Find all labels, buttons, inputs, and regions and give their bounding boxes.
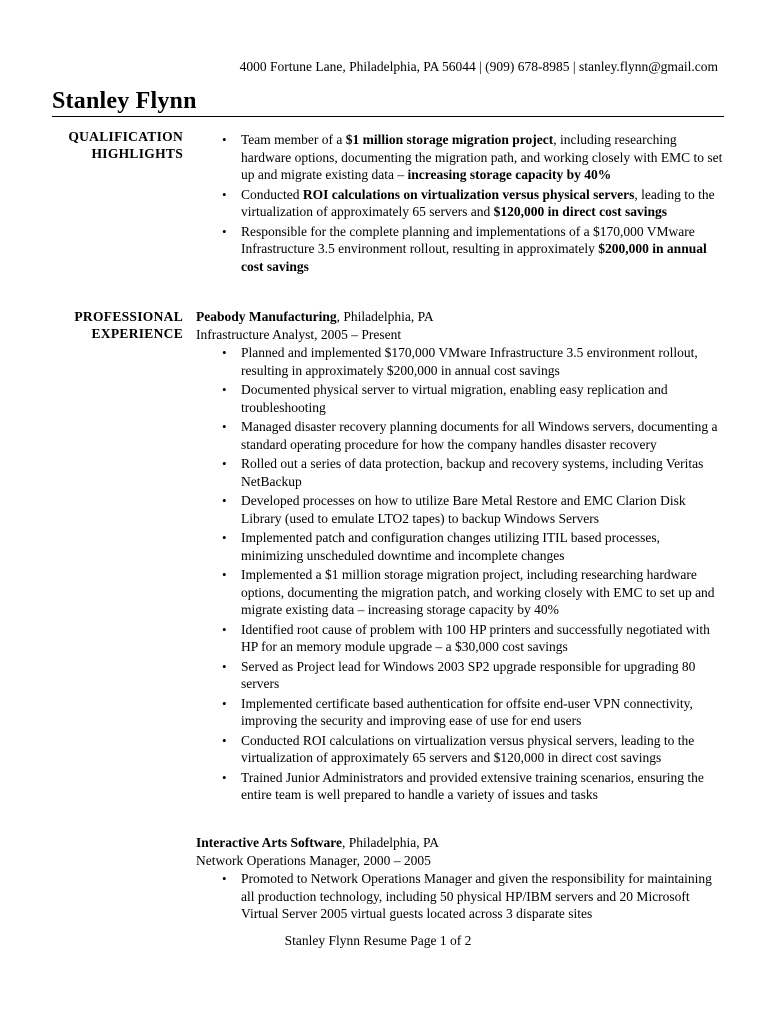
label-line: PROFESSIONAL — [74, 309, 183, 324]
bullet-text: Served as Project lead for Windows 2003 SP2 upgrade responsible for upgrading 80 servers — [241, 658, 696, 691]
bullet-icon: • — [222, 382, 227, 397]
job-bullet-item — [196, 381, 724, 416]
bullet-text: Conducted ROI calculations on virtualization versus physical servers, leading to the virtualization of approximately 65 servers and $120,000 in direct cost savings — [241, 732, 695, 765]
job-bullet-item — [196, 492, 724, 527]
bullet-text: Planned and implemented $170,000 VMware Infrastructure 3.5 environment rollout, resulting in approximately $200,000 in annual cost savings — [241, 345, 698, 378]
highlight-text: ROI calculations on virtualization versus physical servers — [302, 186, 635, 202]
job-bullet-item — [196, 344, 724, 379]
job-bullet-item — [196, 455, 724, 490]
body-text: , including researching hardware options, documenting the migration path, and working closely with EMC to set up and migrate existing data – — [241, 132, 723, 182]
bullet-text: Promoted to Network Operations Manager and given the responsibility for maintaining all production technology, including 50 physical HP/IBM servers and 20 Microsoft Virtual Server 2005 virtual guests located across 3 disparate sites — [241, 871, 712, 921]
company-location: , Philadelphia, PA — [341, 835, 439, 850]
bullet-text: Documented physical server to virtual migration, enabling easy replication and troubleshooting — [241, 382, 668, 415]
job-bullet-item — [196, 732, 724, 767]
page-footer — [0, 932, 768, 950]
bullet-icon: • — [222, 132, 227, 147]
company-location: , Philadelphia, PA — [336, 309, 434, 324]
job-role: Infrastructure Analyst, 2005 – Present — [196, 326, 402, 342]
bullet-icon: • — [222, 621, 227, 637]
qualifications-body — [196, 131, 724, 277]
job-bullet-item — [196, 658, 724, 693]
bullet-icon: • — [222, 567, 227, 582]
bullet-text: Implemented a $1 million storage migration project, including researching hardware options, documenting the migration patch, and working closely with EMC to set up and migrate existing data – increasing storage capacity by 40% — [241, 567, 715, 617]
label-line: HIGHLIGHTS — [91, 146, 183, 161]
section-label-experience — [40, 308, 183, 342]
body-text: Responsible for the complete planning and implementations of a $170,000 VMware Infrastructure 3.5 environment rollout, resulting in approximately — [241, 223, 695, 256]
bullet-icon: • — [222, 695, 227, 711]
employer-line — [196, 834, 724, 852]
qualification-item — [196, 186, 724, 221]
bullet-text: Identified root cause of problem with 100 HP printers and successfully negotiated with HP for an memory module upgrade – a $30,000 cost savings — [241, 621, 710, 654]
job-entry — [196, 834, 724, 923]
bullet-icon: • — [222, 871, 227, 886]
job-bullets — [196, 870, 724, 923]
bullet-text: Managed disaster recovery planning documents for all Windows servers, documenting a standard operating procedure for how the company handles disaster recovery — [241, 419, 718, 452]
job-role: Network Operations Manager, 2000 – 2005 — [196, 852, 431, 868]
qualification-item — [196, 131, 724, 184]
bullet-icon: • — [222, 186, 227, 202]
body-text: , leading to the virtualization of approximately 65 servers and — [241, 186, 715, 219]
company-name: Peabody Manufacturing — [196, 309, 337, 324]
experience-body — [196, 308, 724, 806]
qualification-item — [196, 223, 724, 276]
job-bullet-item — [196, 418, 724, 453]
job-entry — [196, 308, 724, 804]
body-text: Conducted — [241, 186, 303, 202]
job-bullet-item — [196, 566, 724, 619]
candidate-name: Stanley Flynn — [52, 88, 197, 114]
body-text: Team member of a — [241, 132, 346, 147]
bullet-text: Developed processes on how to utilize Bare Metal Restore and EMC Clarion Disk Library (used to emulate LTO2 tapes) to backup Windows Servers — [241, 493, 686, 526]
bullet-text: Implemented patch and configuration changes utilizing ITIL based processes, minimizing unscheduled downtime and incomplete changes — [241, 530, 660, 563]
highlight-text: $200,000 in annual cost savings — [241, 241, 707, 274]
bullet-icon: • — [222, 456, 227, 471]
job-bullet-item — [196, 870, 724, 923]
highlight-text: $120,000 in direct cost savings — [493, 204, 668, 219]
job-bullets — [196, 344, 724, 804]
label-line: QUALIFICATION — [68, 129, 183, 144]
bullet-text: Trained Junior Administrators and provided extensive training scenarios, ensuring the entire team is well prepared to handle a variety of issues and tasks — [241, 769, 704, 802]
bullet-icon: • — [222, 530, 227, 545]
footer-text: Stanley Flynn Resume Page 1 of 2 — [284, 933, 472, 948]
bullet-text: Implemented certificate based authentication for offsite end-user VPN connectivity, improving the security and improving ease of use for end users — [241, 695, 693, 728]
label-line: EXPERIENCE — [91, 326, 183, 341]
experience-body — [196, 834, 724, 925]
highlight-text: increasing storage capacity by 40% — [407, 167, 612, 182]
highlight-text: $1 million storage migration project — [345, 132, 554, 147]
bullet-icon: • — [222, 345, 227, 360]
section-label-qualifications — [40, 128, 183, 162]
bullet-icon: • — [222, 419, 227, 434]
job-bullet-item — [196, 529, 724, 564]
job-bullet-item — [196, 695, 724, 730]
qualifications-list — [196, 131, 724, 275]
job-bullet-item — [196, 621, 724, 656]
bullet-icon: • — [222, 769, 227, 785]
job-bullet-item — [196, 769, 724, 804]
bullet-text: Rolled out a series of data protection, backup and recovery systems, including Veritas NetBackup — [241, 456, 704, 489]
contact-line: 4000 Fortune Lane, Philadelphia, PA 56044 | (909) 678-8985 | stanley.flynn@gmail.com — [239, 59, 718, 74]
bullet-icon: • — [222, 658, 227, 674]
company-name: Interactive Arts Software — [196, 835, 342, 850]
bullet-icon: • — [222, 732, 227, 748]
bullet-icon: • — [222, 493, 227, 508]
employer-line — [196, 308, 724, 326]
bullet-icon: • — [222, 223, 227, 239]
header-divider — [52, 116, 724, 117]
